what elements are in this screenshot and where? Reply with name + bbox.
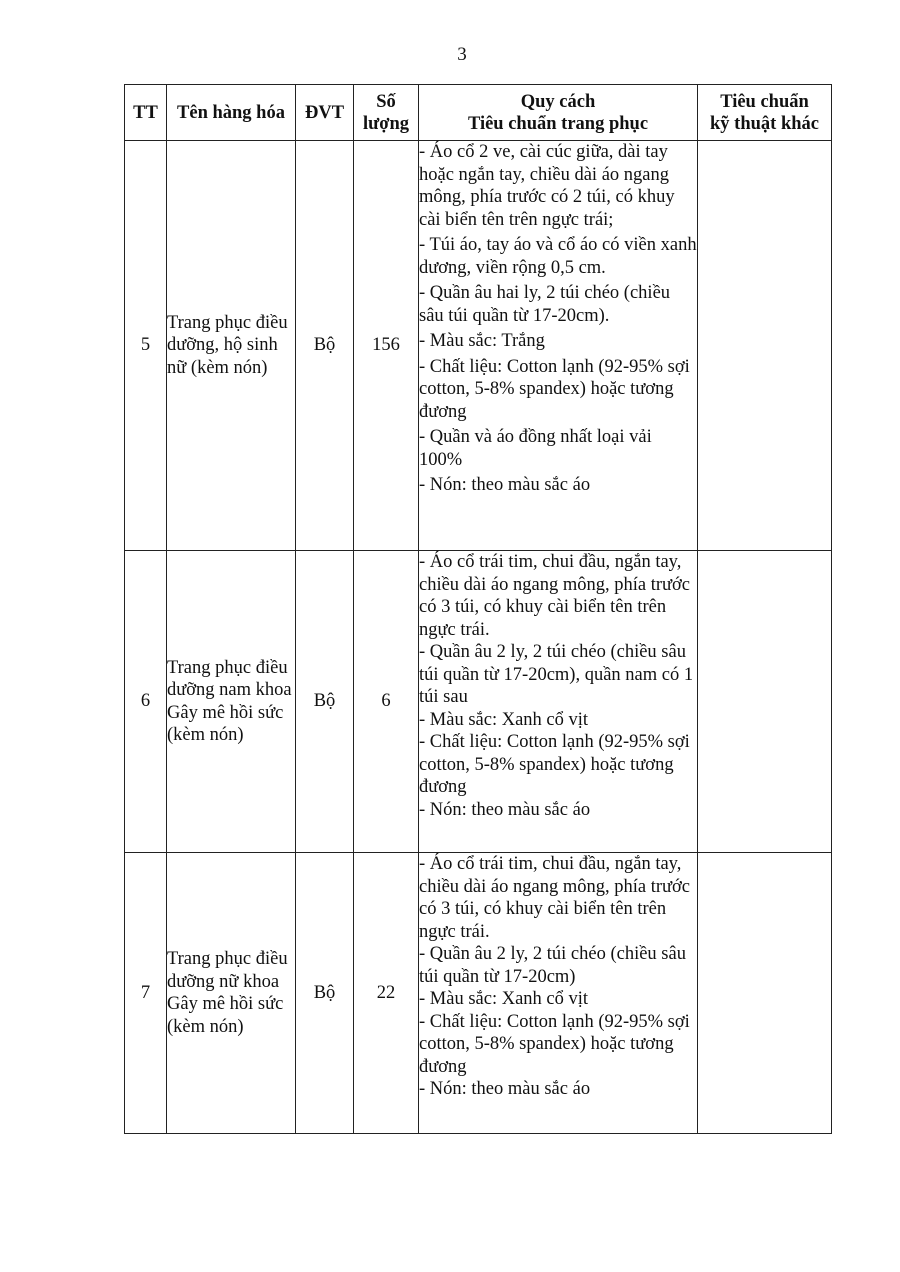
spec-line: - Nón: theo màu sắc áo xyxy=(419,799,591,820)
row-quantity: 22 xyxy=(354,853,419,1134)
row-spec xyxy=(419,141,698,551)
header-other xyxy=(698,85,832,141)
spec-line: - Quần âu 2 ly, 2 túi chéo (chiều sâu túi quần từ 17-20cm), quần nam có 1 túi sau xyxy=(419,642,694,707)
table-row xyxy=(125,141,832,551)
row-quantity: 6 xyxy=(354,551,419,853)
header-spec-line2: Tiêu chuẩn trang phục xyxy=(467,113,649,134)
row-other-standard xyxy=(698,853,832,1134)
specification-table xyxy=(124,84,832,1134)
spec-line: - Áo cổ trái tim, chui đầu, ngắn tay, chiều dài áo ngang mông, phía trước có 3 túi, có khuy cài biển tên trên ngực trái. xyxy=(419,552,691,640)
table-row xyxy=(125,853,832,1134)
spec-line: - Màu sắc: Xanh cổ vịt xyxy=(419,709,589,730)
spec-line: - Quần âu hai ly, 2 túi chéo (chiều sâu túi quần từ 17-20cm). xyxy=(419,283,671,326)
header-quantity xyxy=(354,85,419,141)
header-quantity-line2: lượng xyxy=(362,113,410,134)
header-dvt: ĐVT xyxy=(296,85,354,141)
row-tt: 6 xyxy=(125,551,167,853)
row-name: Trang phục điều dưỡng nam khoa Gây mê hồi sức (kèm nón) xyxy=(167,551,296,853)
spec-line: - Túi áo, tay áo và cổ áo có viền xanh dương, viền rộng 0,5 cm. xyxy=(419,235,697,278)
spec-line: - Áo cổ 2 ve, cài cúc giữa, dài tay hoặc ngắn tay, chiều dài áo ngang mông, phía trước có 2 túi, có khuy cài biển tên trên ngực trái; xyxy=(419,142,675,230)
row-spec xyxy=(419,551,698,853)
spec-line: - Chất liệu: Cotton lạnh (92-95% sợi cotton, 5-8% spandex) hoặc tương đương xyxy=(419,356,690,422)
header-name: Tên hàng hóa xyxy=(167,85,296,141)
header-other-line2: kỹ thuật khác xyxy=(710,113,819,134)
spec-line: - Quần âu 2 ly, 2 túi chéo (chiều sâu túi quần từ 17-20cm) xyxy=(419,944,686,987)
page-number: 3 xyxy=(457,44,467,65)
row-unit: Bộ xyxy=(296,853,354,1134)
spec-line: - Nón: theo màu sắc áo xyxy=(419,475,591,495)
table-header-row xyxy=(125,85,832,141)
spec-line: - Màu sắc: Trắng xyxy=(419,331,545,351)
row-name: Trang phục điều dưỡng, hộ sinh nữ (kèm nón) xyxy=(167,141,296,551)
header-spec xyxy=(419,85,698,141)
row-other-standard xyxy=(698,551,832,853)
row-unit: Bộ xyxy=(296,551,354,853)
row-tt: 7 xyxy=(125,853,167,1134)
header-other-line1: Tiêu chuẩn xyxy=(720,91,809,112)
row-name: Trang phục điều dưỡng nữ khoa Gây mê hồi sức (kèm nón) xyxy=(167,853,296,1134)
header-spec-line1: Quy cách xyxy=(520,91,596,112)
spec-line: - Áo cổ trái tim, chui đầu, ngắn tay, chiều dài áo ngang mông, phía trước có 3 túi, có khuy cài biển tên trên ngực trái. xyxy=(419,854,691,942)
spec-line: - Màu sắc: Xanh cổ vịt xyxy=(419,989,589,1009)
header-tt: TT xyxy=(125,85,167,141)
spec-line: - Chất liệu: Cotton lạnh (92-95% sợi cotton, 5-8% spandex) hoặc tương đương xyxy=(419,732,690,797)
row-tt: 5 xyxy=(125,141,167,551)
table-row xyxy=(125,551,832,853)
row-unit: Bộ xyxy=(296,141,354,551)
header-quantity-line1: Số xyxy=(376,91,396,112)
spec-line: - Quần và áo đồng nhất loại vải 100% xyxy=(419,427,652,470)
spec-line: - Chất liệu: Cotton lạnh (92-95% sợi cotton, 5-8% spandex) hoặc tương đương xyxy=(419,1011,690,1077)
row-other-standard xyxy=(698,141,832,551)
spec-line: - Nón: theo màu sắc áo xyxy=(419,1079,591,1099)
row-spec xyxy=(419,853,698,1134)
row-quantity: 156 xyxy=(354,141,419,551)
